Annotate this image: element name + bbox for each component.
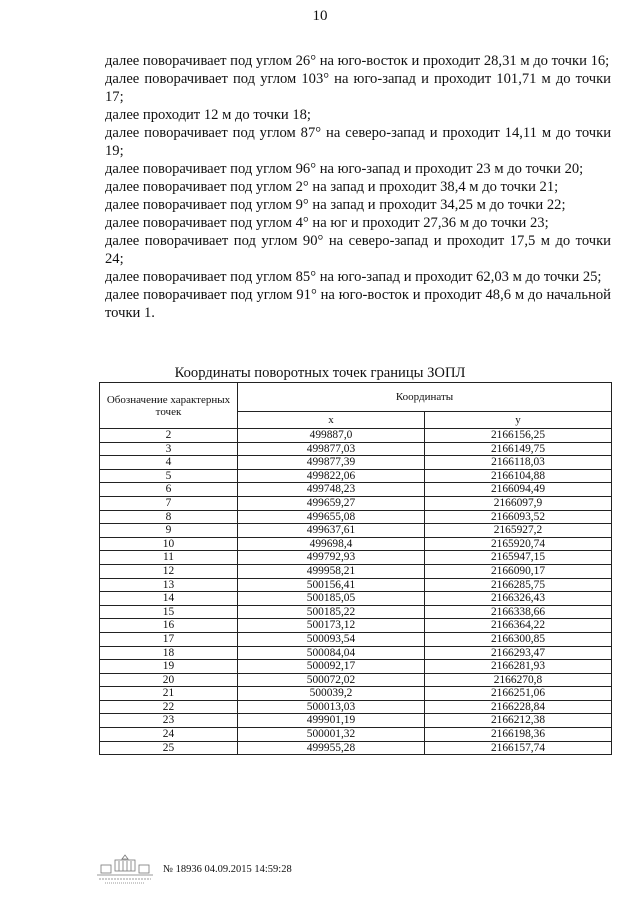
y-coordinate-cell: 2166118,03 (425, 456, 612, 470)
point-number-cell: 15 (100, 605, 238, 619)
y-coordinate-cell: 2166285,75 (425, 578, 612, 592)
y-coordinate-cell: 2166228,84 (425, 700, 612, 714)
x-coordinate-cell: 500072,02 (238, 673, 425, 687)
y-coordinate-cell: 2166270,8 (425, 673, 612, 687)
table-row (100, 456, 612, 470)
table-row (100, 510, 612, 524)
x-coordinate-cell: 500092,17 (238, 660, 425, 674)
y-header: y (425, 412, 612, 429)
table-row (100, 442, 612, 456)
point-number-cell: 23 (100, 714, 238, 728)
table-row (100, 429, 612, 443)
table-row (100, 483, 612, 497)
coordinates-table (99, 382, 612, 755)
y-coordinate-cell: 2166090,17 (425, 564, 612, 578)
point-number-cell: 3 (100, 442, 238, 456)
paragraph: далее поворачивает под углом 2° на запад и проходит 38,4 м до точки 21; (105, 179, 559, 195)
x-coordinate-cell: 499901,19 (238, 714, 425, 728)
y-coordinate-cell: 2166094,49 (425, 483, 612, 497)
x-coordinate-cell: 499792,93 (238, 551, 425, 565)
point-number-cell: 17 (100, 632, 238, 646)
coordinates-table-body (100, 429, 612, 755)
table-row (100, 673, 612, 687)
body-text (105, 52, 611, 322)
y-coordinate-cell: 2166156,25 (425, 429, 612, 443)
table-row (100, 564, 612, 578)
y-coordinate-cell: 2166093,52 (425, 510, 612, 524)
table-row (100, 496, 612, 510)
paragraph: далее поворачивает под углом 90° на северо-запад и проходит 17,5 м до точки 24; (105, 233, 611, 267)
table-row (100, 646, 612, 660)
table-row (100, 551, 612, 565)
point-number-cell: 22 (100, 700, 238, 714)
x-coordinate-cell: 499748,23 (238, 483, 425, 497)
y-coordinate-cell: 2166251,06 (425, 687, 612, 701)
x-coordinate-cell: 500001,32 (238, 728, 425, 742)
coordinates-header: Координаты (238, 383, 612, 412)
table-row (100, 687, 612, 701)
y-coordinate-cell: 2166293,47 (425, 646, 612, 660)
x-coordinate-cell: 500185,22 (238, 605, 425, 619)
table-row (100, 469, 612, 483)
x-coordinate-cell: 500093,54 (238, 632, 425, 646)
y-coordinate-cell: 2166212,38 (425, 714, 612, 728)
point-number-cell: 10 (100, 537, 238, 551)
paragraph: далее поворачивает под углом 9° на запад и проходит 34,25 м до точки 22; (105, 197, 566, 213)
point-designation-header: Обозначение характерных точек (100, 383, 238, 429)
y-coordinate-cell: 2166364,22 (425, 619, 612, 633)
point-number-cell: 8 (100, 510, 238, 524)
x-coordinate-cell: 499659,27 (238, 496, 425, 510)
government-emblem-stamp-icon (95, 852, 155, 886)
paragraph: далее поворачивает под углом 4° на юг и проходит 27,36 м до точки 23; (105, 215, 549, 231)
point-number-cell: 6 (100, 483, 238, 497)
x-coordinate-cell: 500039,2 (238, 687, 425, 701)
y-coordinate-cell: 2165947,15 (425, 551, 612, 565)
point-number-cell: 16 (100, 619, 238, 633)
paragraph: далее поворачивает под углом 96° на юго-запад и проходит 23 м до точки 20; (105, 161, 584, 177)
x-coordinate-cell: 499877,39 (238, 456, 425, 470)
table-row (100, 537, 612, 551)
y-coordinate-cell: 2166338,66 (425, 605, 612, 619)
point-number-cell: 11 (100, 551, 238, 565)
y-coordinate-cell: 2166104,88 (425, 469, 612, 483)
x-coordinate-cell: 499637,61 (238, 524, 425, 538)
point-number-cell: 24 (100, 728, 238, 742)
table-row (100, 605, 612, 619)
table-row (100, 578, 612, 592)
x-coordinate-cell: 500013,03 (238, 700, 425, 714)
table-row (100, 619, 612, 633)
table-row (100, 524, 612, 538)
x-coordinate-cell: 499698,4 (238, 537, 425, 551)
y-coordinate-cell: 2166281,93 (425, 660, 612, 674)
footer (95, 852, 292, 886)
x-coordinate-cell: 500156,41 (238, 578, 425, 592)
paragraph: далее проходит 12 м до точки 18; (105, 107, 311, 123)
document-registration-mark: № 18936 04.09.2015 14:59:28 (163, 863, 292, 875)
y-coordinate-cell: 2166300,85 (425, 632, 612, 646)
point-number-cell: 2 (100, 429, 238, 443)
y-coordinate-cell: 2165920,74 (425, 537, 612, 551)
paragraph: далее поворачивает под углом 91° на юго-восток и проходит 48,6 м до начальной точки 1. (105, 287, 611, 321)
point-number-cell: 14 (100, 592, 238, 606)
point-number-cell: 18 (100, 646, 238, 660)
x-coordinate-cell: 499887,0 (238, 429, 425, 443)
table-row (100, 741, 612, 755)
paragraph: далее поворачивает под углом 26° на юго-восток и проходит 28,31 м до точки 16; (105, 53, 610, 69)
y-coordinate-cell: 2165927,2 (425, 524, 612, 538)
y-coordinate-cell: 2166149,75 (425, 442, 612, 456)
y-coordinate-cell: 2166326,43 (425, 592, 612, 606)
table-caption: Координаты поворотных точек границы ЗОПЛ (174, 365, 466, 381)
point-number-cell: 4 (100, 456, 238, 470)
x-coordinate-cell: 499655,08 (238, 510, 425, 524)
y-coordinate-cell: 2166157,74 (425, 741, 612, 755)
x-header: x (238, 412, 425, 429)
table-row (100, 728, 612, 742)
y-coordinate-cell: 2166097,9 (425, 496, 612, 510)
paragraph: далее поворачивает под углом 87° на северо-запад и проходит 14,11 м до точки 19; (105, 125, 611, 159)
table-row (100, 700, 612, 714)
point-number-cell: 21 (100, 687, 238, 701)
table-row (100, 660, 612, 674)
paragraph: далее поворачивает под углом 103° на юго-запад и проходит 101,71 м до точки 17; (105, 71, 611, 105)
point-number-cell: 25 (100, 741, 238, 755)
point-number-cell: 13 (100, 578, 238, 592)
x-coordinate-cell: 499877,03 (238, 442, 425, 456)
table-row (100, 714, 612, 728)
table-row (100, 592, 612, 606)
paragraph: далее поворачивает под углом 85° на юго-запад и проходит 62,03 м до точки 25; (105, 269, 602, 285)
table-row (100, 632, 612, 646)
point-number-cell: 20 (100, 673, 238, 687)
point-number-cell: 9 (100, 524, 238, 538)
x-coordinate-cell: 500173,12 (238, 619, 425, 633)
x-coordinate-cell: 500084,04 (238, 646, 425, 660)
y-coordinate-cell: 2166198,36 (425, 728, 612, 742)
x-coordinate-cell: 499822,06 (238, 469, 425, 483)
x-coordinate-cell: 500185,05 (238, 592, 425, 606)
point-number-cell: 5 (100, 469, 238, 483)
point-number-cell: 7 (100, 496, 238, 510)
x-coordinate-cell: 499958,21 (238, 564, 425, 578)
x-coordinate-cell: 499955,28 (238, 741, 425, 755)
point-number-cell: 19 (100, 660, 238, 674)
page-number: 10 (312, 8, 328, 24)
point-number-cell: 12 (100, 564, 238, 578)
